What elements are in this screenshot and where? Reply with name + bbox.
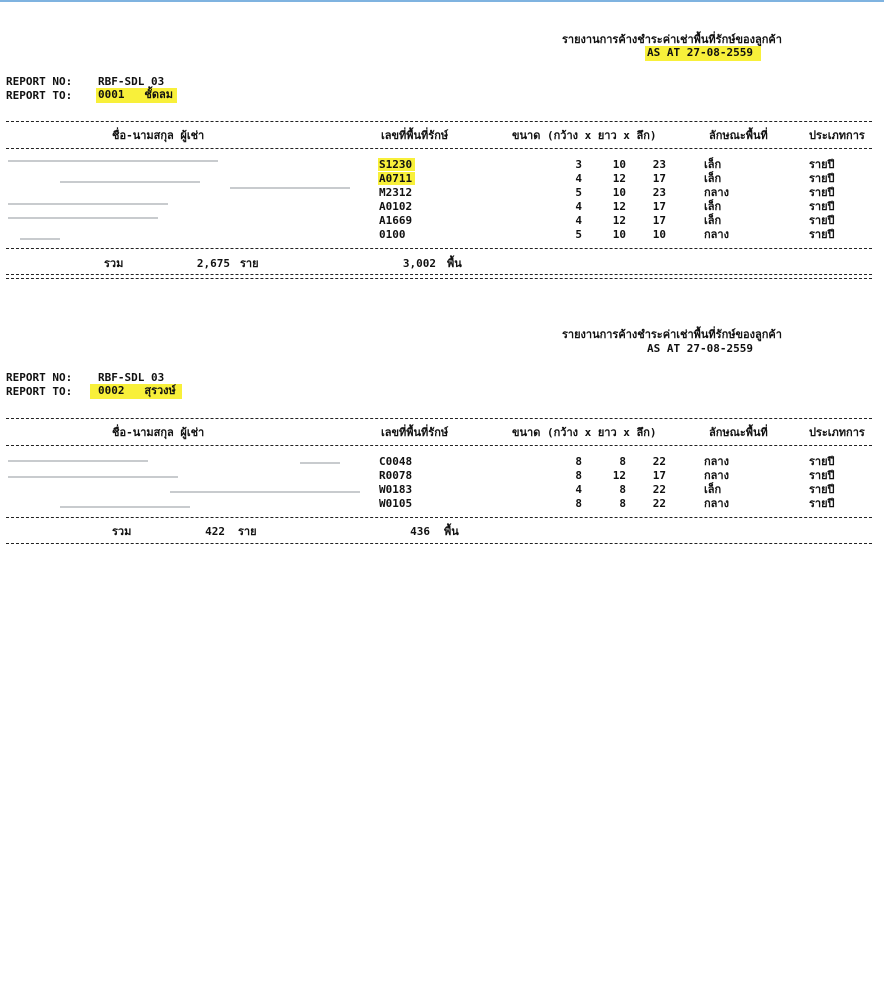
- redacted-name: [20, 238, 60, 240]
- report-as-at: AS AT 27-08-2559: [645, 46, 761, 61]
- row-category: รายปี: [809, 172, 835, 185]
- redacted-name: [8, 217, 158, 219]
- header-name: ชื่อ-นามสกุล ผู้เช่า: [112, 129, 205, 142]
- row-length: 8: [619, 497, 626, 510]
- redacted-name: [8, 460, 148, 462]
- row-type: กลาง: [704, 228, 729, 241]
- row-length: 12: [612, 200, 626, 213]
- row-length: 10: [612, 158, 626, 171]
- redacted-name: [8, 160, 218, 162]
- report-to-label: REPORT TO:: [6, 385, 73, 398]
- row-length: 12: [612, 214, 626, 227]
- report-no-value: RBF-SDL 03: [98, 75, 165, 88]
- row-depth: 17: [652, 200, 666, 213]
- row-unit: R0078: [379, 469, 413, 482]
- redacted-name: [8, 203, 168, 205]
- total-units: 3,002: [402, 257, 436, 270]
- row-depth: 22: [652, 483, 666, 496]
- row-category: รายปี: [809, 186, 835, 199]
- row-category: รายปี: [809, 497, 835, 510]
- row-depth: 23: [652, 186, 666, 199]
- rule-end: [6, 543, 872, 544]
- row-depth: 17: [652, 214, 666, 227]
- row-length: 12: [612, 469, 626, 482]
- header-type: ลักษณะพื้นที่: [709, 129, 768, 142]
- report-as-at: AS AT 27-08-2559: [647, 342, 753, 355]
- row-unit: W0183: [379, 483, 413, 496]
- row-unit: M2312: [379, 186, 413, 199]
- rule-top: [6, 121, 872, 122]
- row-width: 4: [575, 483, 582, 496]
- report-to-value: 0001 ชั้ดลม: [96, 88, 177, 103]
- total-count: 2,675: [196, 257, 230, 270]
- row-length: 10: [612, 228, 626, 241]
- row-category: รายปี: [809, 469, 835, 482]
- report-to-label: REPORT TO:: [6, 89, 73, 102]
- row-category: รายปี: [809, 200, 835, 213]
- redacted-name: [60, 506, 190, 508]
- report-to-value: 0002 สุรวงษ์: [90, 384, 182, 399]
- header-type: ลักษณะพื้นที่: [709, 426, 768, 439]
- row-unit: W0105: [379, 497, 413, 510]
- row-type: กลาง: [704, 497, 729, 510]
- rule-total: [6, 248, 872, 249]
- row-type: เล็ก: [704, 483, 722, 496]
- row-width: 3: [575, 158, 582, 171]
- row-length: 8: [619, 483, 626, 496]
- row-type: กลาง: [704, 469, 729, 482]
- row-width: 8: [575, 497, 582, 510]
- total-label: รวม: [104, 257, 124, 270]
- rule-end: [6, 274, 872, 279]
- row-type: เล็ก: [704, 200, 722, 213]
- row-depth: 10: [652, 228, 666, 241]
- row-length: 8: [619, 455, 626, 468]
- row-type: กลาง: [704, 455, 729, 468]
- row-category: รายปี: [809, 214, 835, 227]
- total-label: รวม: [112, 525, 132, 538]
- row-category: รายปี: [809, 228, 835, 241]
- header-category: ประเภทการ: [809, 426, 865, 439]
- header-name: ชื่อ-นามสกุล ผู้เช่า: [112, 426, 205, 439]
- row-depth: 23: [652, 158, 666, 171]
- report-no-value: RBF-SDL 03: [98, 371, 165, 384]
- row-type: เล็ก: [704, 214, 722, 227]
- row-type: เล็ก: [704, 158, 722, 171]
- row-width: 4: [575, 200, 582, 213]
- total-count: 422: [205, 525, 225, 538]
- window-top-border: [0, 0, 884, 2]
- total-count-unit: ราย: [240, 257, 259, 270]
- row-depth: 22: [652, 455, 666, 468]
- total-units-unit: พื้น: [447, 257, 462, 270]
- redacted-name: [230, 187, 350, 189]
- total-units: 436: [410, 525, 430, 538]
- row-width: 5: [575, 186, 582, 199]
- header-unit-no: เลขที่พื้นที่รักษ์: [381, 129, 449, 142]
- row-unit: A0711: [378, 172, 415, 185]
- row-type: กลาง: [704, 186, 729, 199]
- rule-header: [6, 445, 872, 446]
- redacted-name: [300, 462, 340, 464]
- row-unit: C0048: [379, 455, 413, 468]
- total-units-unit: พื้น: [444, 525, 459, 538]
- header-unit-no: เลขที่พื้นที่รักษ์: [381, 426, 449, 439]
- report-no-label: REPORT NO:: [6, 75, 73, 88]
- row-width: 4: [575, 214, 582, 227]
- report-title: รายงานการค้างชำระค่าเช่าพื้นที่รักษ์ของลูกค้า: [562, 328, 782, 341]
- row-unit: A1669: [379, 214, 413, 227]
- report-no-label: REPORT NO:: [6, 371, 73, 384]
- rule-top: [6, 418, 872, 419]
- row-depth: 22: [652, 497, 666, 510]
- row-width: 8: [575, 455, 582, 468]
- row-depth: 17: [652, 172, 666, 185]
- row-category: รายปี: [809, 158, 835, 171]
- redacted-name: [170, 491, 360, 493]
- redacted-name: [60, 181, 200, 183]
- row-unit: 0100: [379, 228, 406, 241]
- header-size: ขนาด (กว้าง x ยาว x ลึก): [512, 426, 657, 439]
- row-category: รายปี: [809, 483, 835, 496]
- row-depth: 17: [652, 469, 666, 482]
- report-title: รายงานการค้างชำระค่าเช่าพื้นที่รักษ์ของลูกค้า: [562, 33, 782, 46]
- row-category: รายปี: [809, 455, 835, 468]
- row-length: 12: [612, 172, 626, 185]
- rule-header: [6, 148, 872, 149]
- header-size: ขนาด (กว้าง x ยาว x ลึก): [512, 129, 657, 142]
- redacted-name: [8, 476, 178, 478]
- header-category: ประเภทการ: [809, 129, 865, 142]
- row-length: 10: [612, 186, 626, 199]
- rule-total: [6, 517, 872, 518]
- row-unit: A0102: [379, 200, 413, 213]
- row-unit: S1230: [378, 158, 415, 171]
- row-type: เล็ก: [704, 172, 722, 185]
- total-count-unit: ราย: [238, 525, 257, 538]
- row-width: 8: [575, 469, 582, 482]
- row-width: 5: [575, 228, 582, 241]
- row-width: 4: [575, 172, 582, 185]
